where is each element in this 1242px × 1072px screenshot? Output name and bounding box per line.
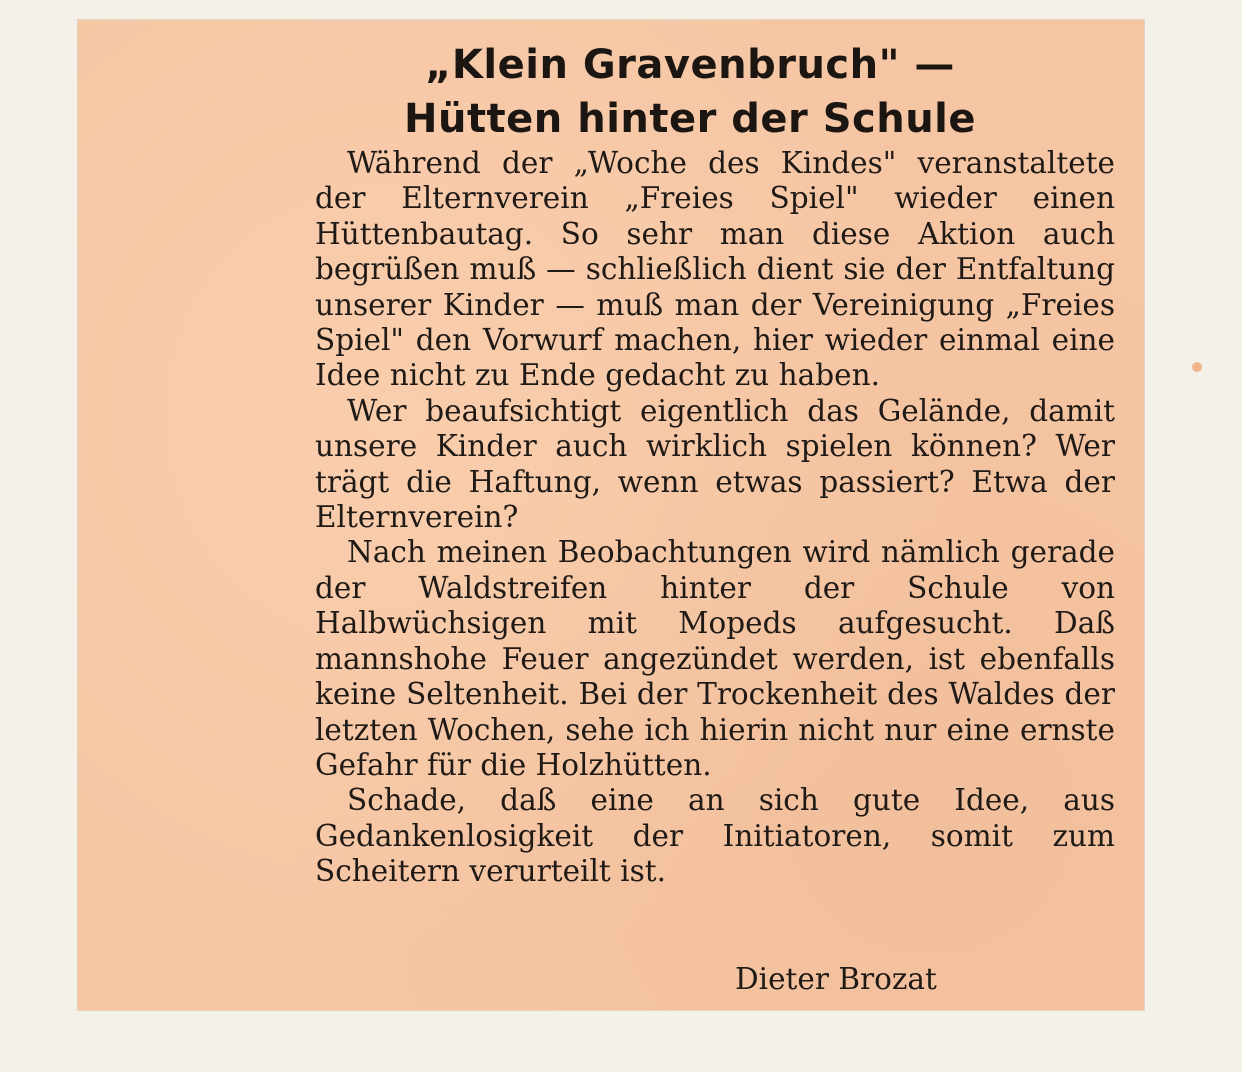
headline-line-1: „Klein Gravenbruch" — <box>425 42 955 88</box>
paragraph-4: Schade, daß eine an sich gute Idee, aus Gedankenlosigkeit der Initiatoren, somit zum Scheitern verurteilt ist. <box>315 783 1115 889</box>
paragraph-2: Wer beaufsichtigt eigentlich das Gelände, damit unsere Kinder auch wirklich spielen können? Wer trägt die Haftung, wenn etwas passiert? Etwa der Elternverein? <box>315 393 1115 535</box>
author-byline: Dieter Brozat <box>735 962 937 996</box>
article-headline <box>330 38 1050 146</box>
paragraph-1: Während der „Woche des Kindes" veranstaltete der Elternverein „Freies Spiel" wieder einen Hüttenbautag. So sehr man diese Aktion auch begrüßen muß — schließlich dient sie der Entfaltung unserer Kinder — muß man der Vereinigung „Freies Spiel" den Vorwurf machen, hier wieder einmal eine Idee nicht zu Ende gedacht zu haben. <box>315 146 1115 393</box>
paragraph-3: Nach meinen Beobachtungen wird nämlich gerade der Waldstreifen hinter der Schule von Halbwüchsigen mit Mopeds aufgesucht. Daß mannshohe Feuer angezündet werden, ist ebenfalls keine Seltenheit. Bei der Trockenheit des Waldes der letzten Wochen, sehe ich hierin nicht nur eine ernste Gefahr für die Holzhütten. <box>315 535 1115 782</box>
paper-speck <box>1192 362 1202 372</box>
article-body <box>315 146 1115 890</box>
headline-line-2: Hütten hinter der Schule <box>403 96 977 142</box>
